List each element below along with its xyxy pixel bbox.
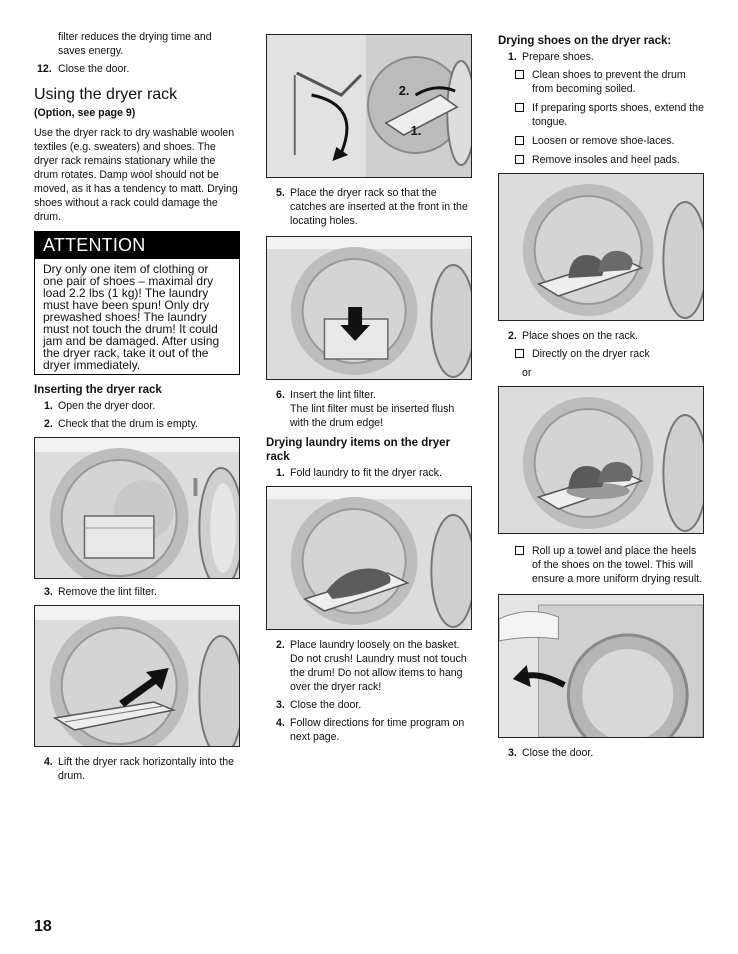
shoes-heading: Drying shoes on the dryer rack: <box>498 35 672 47</box>
step-number: 4. <box>44 756 53 768</box>
step-text: Prepare shoes. <box>522 51 594 63</box>
step-number: 4. <box>276 717 285 729</box>
step-number: 1. <box>508 51 517 63</box>
attention-box <box>34 231 240 375</box>
intro-continued-text: filter reduces the drying time and saves energy. <box>58 31 212 57</box>
step-12 <box>34 62 240 76</box>
checkbox-icon <box>515 349 524 358</box>
illustration-rack-insert <box>34 605 240 747</box>
checklist-item <box>498 544 704 586</box>
step-text: Place shoes on the rack. <box>522 330 639 342</box>
checkbox-icon <box>515 136 524 145</box>
step-1 <box>34 399 240 413</box>
step-text: Close the door. <box>58 63 130 75</box>
step-number: 3. <box>44 586 53 598</box>
checklist-item <box>498 347 704 361</box>
step-number: 12. <box>37 63 52 75</box>
figure-label-1: 1. <box>410 122 422 139</box>
checklist-text: Clean shoes to prevent the drum from becoming soiled. <box>532 69 686 95</box>
step-number: 3. <box>508 747 517 759</box>
checklist-text: Roll up a towel and place the heels of the shoes on the towel. This will ensure a more uniform drying result. <box>532 545 703 585</box>
step-text: Lift the dryer rack horizontally into the drum. <box>58 756 235 782</box>
step-number: 2. <box>276 639 285 651</box>
illustration-dryer-lint-filter <box>34 437 240 579</box>
step-text-note: The lint filter must be inserted flush with the drum edge! <box>290 403 455 429</box>
step-number: 6. <box>276 389 285 401</box>
step-6 <box>266 388 472 430</box>
step-3 <box>34 585 240 599</box>
page-number: 18 <box>34 918 52 935</box>
checkbox-icon <box>515 546 524 555</box>
step-text: Place the dryer rack so that the catches are inserted at the front in the locating holes. <box>290 187 468 227</box>
section-subheading: (Option, see page 9) <box>34 107 136 119</box>
checkbox-icon <box>515 70 524 79</box>
checklist-item <box>498 101 704 129</box>
checkbox-icon <box>515 103 524 112</box>
step-text: Remove the lint filter. <box>58 586 157 598</box>
step-number: 2. <box>508 330 517 342</box>
laundry-step-1 <box>266 466 472 480</box>
step-text: Open the dryer door. <box>58 400 156 412</box>
shoes-step-3 <box>498 746 704 760</box>
illustration-laundry-on-rack <box>266 486 472 630</box>
section-heading: Using the dryer rack <box>34 86 178 103</box>
step-number: 5. <box>276 187 285 199</box>
column-left <box>34 30 240 787</box>
step-text: Place laundry loosely on the basket. Do not crush! Laundry must not touch the drum! Do not allow items to hang over the dryer rack! <box>290 639 467 693</box>
illustration-lint-filter-insert <box>266 236 472 380</box>
inserting-heading: Inserting the dryer rack <box>34 384 162 396</box>
step-number: 2. <box>44 418 53 430</box>
illustration-rack-catches <box>266 34 472 178</box>
laundry-heading: Drying laundry items on the dryer rack <box>266 437 451 463</box>
laundry-step-2 <box>266 638 472 694</box>
illustration-close-door <box>498 594 704 738</box>
checklist-item <box>498 68 704 96</box>
attention-title: ATTENTION <box>35 232 239 259</box>
step-5 <box>266 186 472 228</box>
intro-paragraph: Use the dryer rack to dry washable woolen textiles (e.g. sweaters) and shoes. The dryer rack remains stationary while the drum rotates. Damp wool should not be moved, as it has a tendency to matt. Drying shoes without a rack could damage the drum. <box>34 127 238 223</box>
checklist-item <box>498 153 704 167</box>
laundry-step-4 <box>266 716 472 744</box>
step-text: Close the door. <box>522 747 594 759</box>
step-number: 1. <box>44 400 53 412</box>
or-text: or <box>522 367 532 379</box>
figure-label-2: 2. <box>398 82 410 99</box>
checklist-text: Remove insoles and heel pads. <box>532 154 680 166</box>
checklist-text: If preparing sports shoes, extend the tongue. <box>532 102 704 128</box>
step-text: Follow directions for time program on next page. <box>290 717 465 743</box>
checklist-text: Loosen or remove shoe-laces. <box>532 135 675 147</box>
checklist-item <box>498 134 704 148</box>
step-4 <box>34 755 240 783</box>
illustration-shoes-on-towel <box>498 386 704 534</box>
attention-body: Dry only one item of clothing or one pair of shoes – maximal dry load 2.2 lbs (1 kg)! The laundry must have been spun! Only dry prewashed shoes! The laundry must not touch the drum! It could jam and be damaged. After using the dryer rack, take it out of the dryer immediately. <box>43 262 220 372</box>
step-text: Close the door. <box>290 699 362 711</box>
checklist-text: Directly on the dryer rack <box>532 348 650 360</box>
step-number: 3. <box>276 699 285 711</box>
step-text: Insert the lint filter. <box>290 389 376 401</box>
shoes-step-1 <box>498 50 704 64</box>
step-number: 1. <box>276 467 285 479</box>
step-text: Check that the drum is empty. <box>58 418 198 430</box>
illustration-shoes-on-rack <box>498 173 704 321</box>
step-text: Fold laundry to fit the dryer rack. <box>290 467 442 479</box>
column-middle <box>266 34 472 748</box>
shoes-step-2 <box>498 329 704 343</box>
checkbox-icon <box>515 155 524 164</box>
laundry-step-3 <box>266 698 472 712</box>
column-right <box>498 34 704 764</box>
step-2 <box>34 417 240 431</box>
